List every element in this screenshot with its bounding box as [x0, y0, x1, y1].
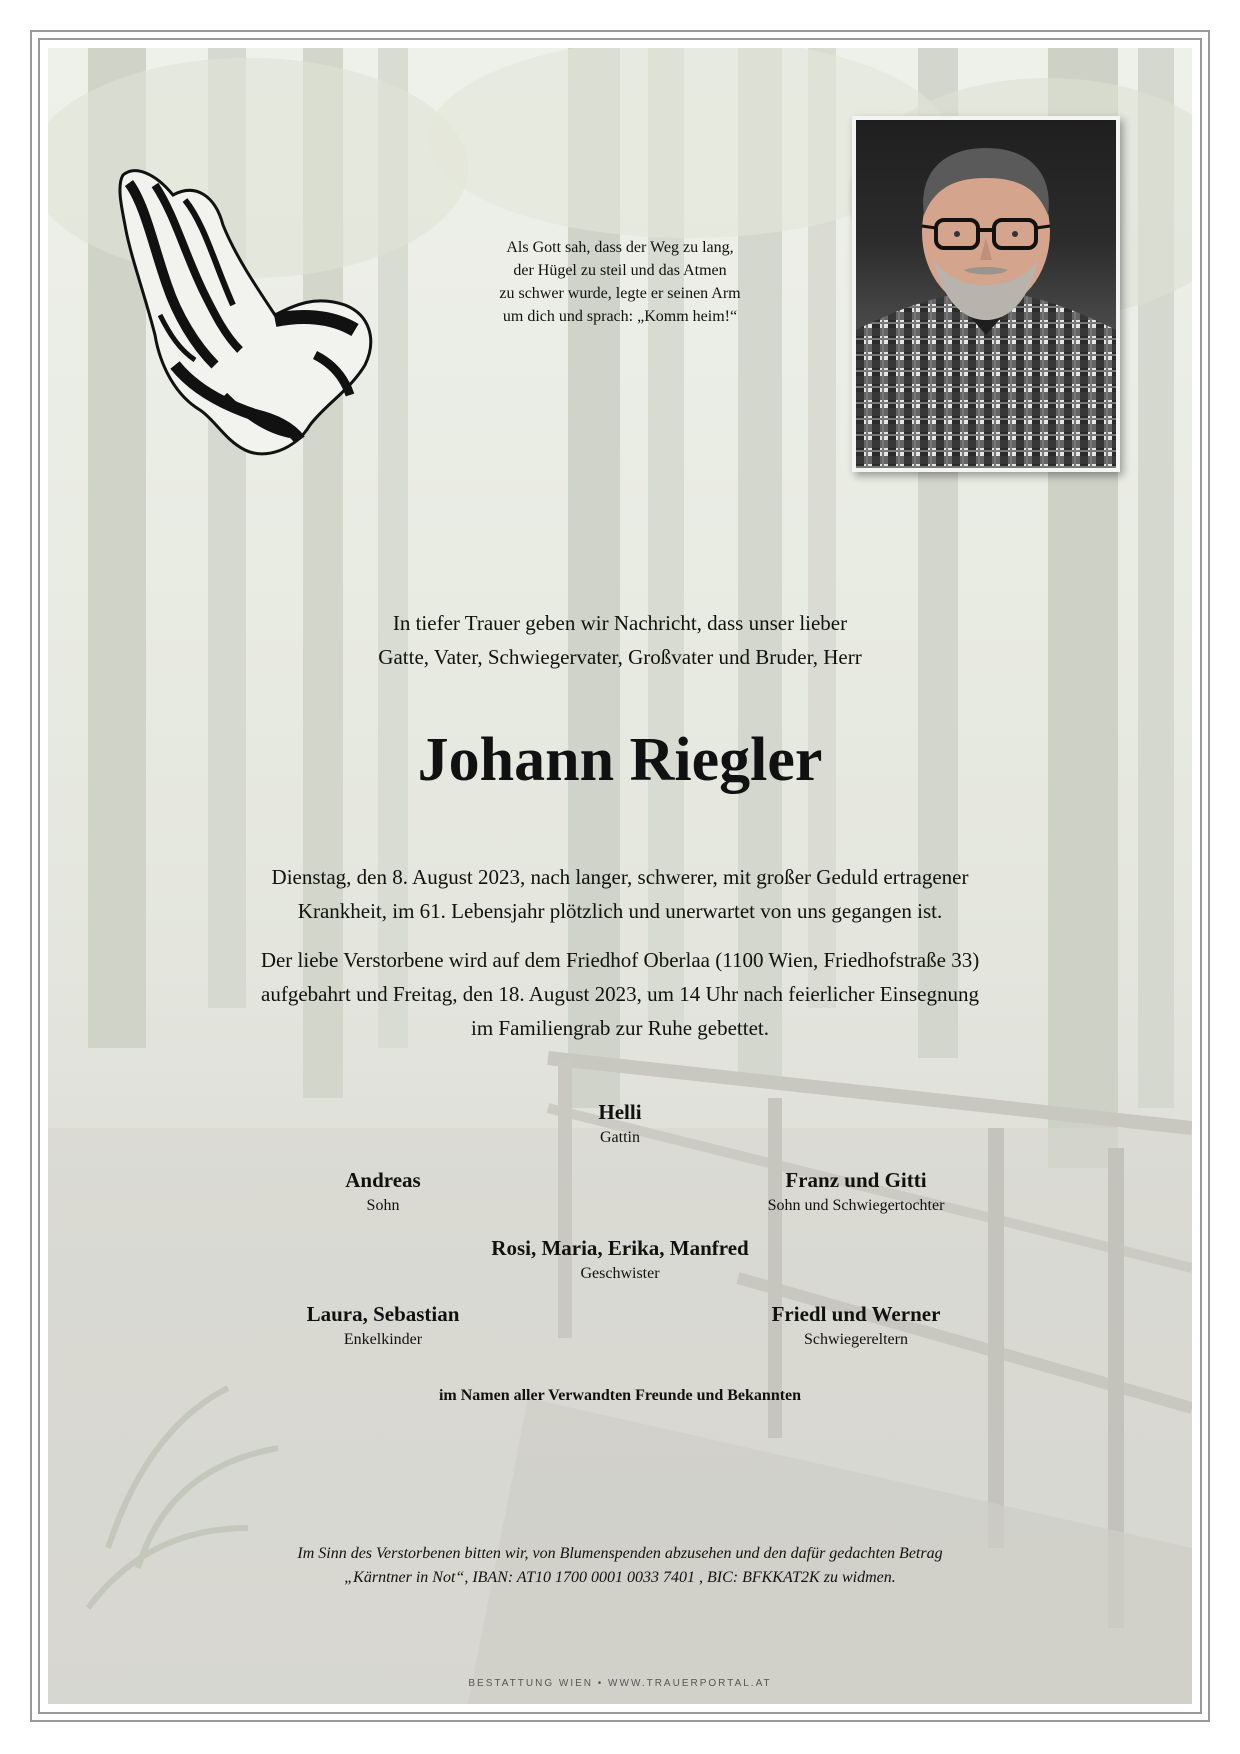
- funeral-notice-line: im Familiengrab zur Ruhe gebettet.: [471, 1016, 769, 1040]
- poem-line: der Hügel zu steil und das Atmen: [513, 262, 727, 279]
- praying-hands-icon: [115, 165, 380, 465]
- mourner-name: Franz und Gitti: [785, 1168, 927, 1192]
- donation-line: Im Sinn des Verstorbenen bitten wir, von Blumenspenden abzusehen und den dafür gedachten Betrag: [297, 1545, 943, 1562]
- poem: [400, 236, 840, 328]
- mourner-name: Helli: [598, 1100, 642, 1124]
- portrait-frame: [852, 116, 1120, 472]
- mourner-andreas: [183, 1166, 583, 1218]
- mourner-relation: Sohn und Schwiegertochter: [767, 1197, 945, 1214]
- funeral-notice-line: aufgebahrt und Freitag, den 18. August 2023, um 14 Uhr nach feierlicher Einsegnung: [261, 982, 979, 1006]
- mourner-name: Andreas: [345, 1168, 421, 1192]
- mourner-name: Laura, Sebastian: [306, 1302, 460, 1326]
- mourner-name: Friedl und Werner: [771, 1302, 941, 1326]
- poem-line: zu schwer wurde, legte er seinen Arm: [499, 285, 741, 302]
- mourner-relation: Geschwister: [580, 1265, 660, 1282]
- funeral-notice: [150, 943, 1090, 1045]
- death-notice: [150, 860, 1090, 928]
- mourner-parents-in-law: [656, 1300, 1056, 1352]
- intro-line: In tiefer Trauer geben wir Nachricht, dass unser lieber: [392, 611, 848, 635]
- intro-line: Gatte, Vater, Schwiegervater, Großvater und Bruder, Herr: [378, 645, 862, 669]
- deceased-name: Johann Riegler: [417, 726, 823, 794]
- mourner-relation: Enkelkinder: [343, 1331, 423, 1348]
- mourner-siblings: [420, 1234, 820, 1286]
- donation-line: „Kärntner in Not“, IBAN: AT10 1700 0001 0033 7401 , BIC: BFKKAT2K zu widmen.: [344, 1569, 896, 1586]
- footer-credit: BESTATTUNG WIEN • WWW.TRAUERPORTAL.AT: [468, 1678, 772, 1689]
- mourner-grandchildren: [183, 1300, 583, 1352]
- mourner-relation: Gattin: [600, 1129, 640, 1146]
- poem-line: um dich und sprach: „Komm heim!“: [502, 308, 738, 325]
- poem-line: Als Gott sah, dass der Weg zu lang,: [506, 239, 734, 256]
- funeral-notice-line: Der liebe Verstorbene wird auf dem Friedhof Oberlaa (1100 Wien, Friedhofstraße 33): [260, 948, 980, 972]
- mourner-relation: Schwiegereltern: [804, 1331, 908, 1348]
- mourner-relation: Sohn: [366, 1197, 400, 1214]
- death-notice-line: Krankheit, im 61. Lebensjahr plötzlich und unerwartet von uns gegangen ist.: [297, 899, 943, 923]
- intro-text: [150, 606, 1090, 674]
- death-notice-line: Dienstag, den 8. August 2023, nach langer, schwerer, mit großer Geduld ertragener: [271, 865, 969, 889]
- mourner-helli: [420, 1098, 820, 1150]
- mourner-name: Rosi, Maria, Erika, Manfred: [491, 1236, 749, 1260]
- portrait-photo: [856, 120, 1116, 468]
- donation-note: [150, 1542, 1090, 1590]
- family-line: im Namen aller Verwandten Freunde und Bekannten: [438, 1387, 802, 1404]
- mourner-franz-gitti: [656, 1166, 1056, 1218]
